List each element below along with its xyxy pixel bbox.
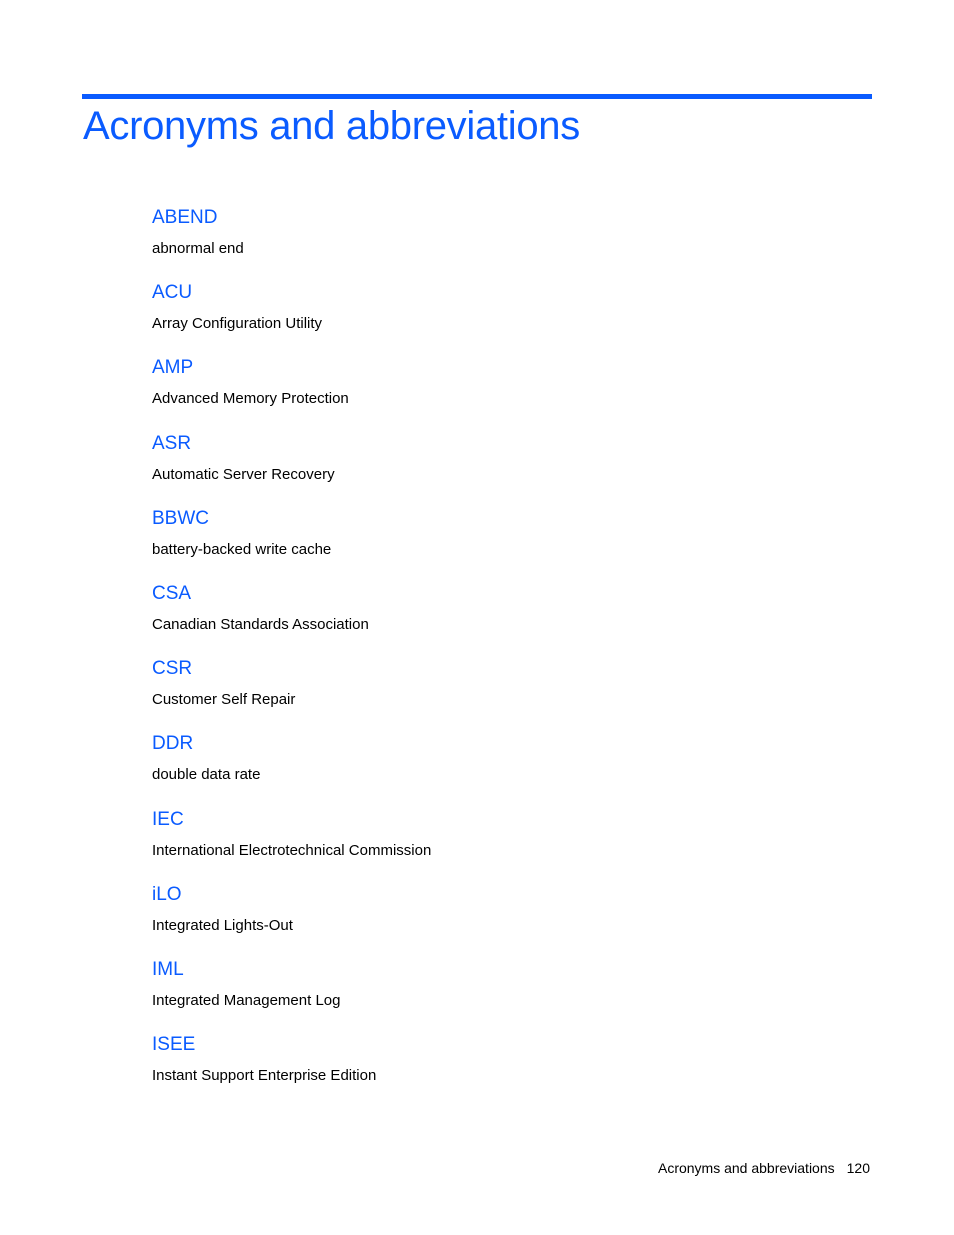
glossary-definition: Advanced Memory Protection <box>152 390 349 408</box>
glossary-entry <box>152 956 852 1031</box>
glossary-term: AMP <box>152 357 194 379</box>
page-footer <box>658 1157 870 1179</box>
glossary-entry <box>152 806 852 881</box>
glossary-definition: battery-backed write cache <box>152 540 332 558</box>
page-title: Acronyms and abbreviations <box>83 104 580 148</box>
glossary-list <box>152 204 852 1106</box>
glossary-definition: International Electrotechnical Commission <box>152 841 432 859</box>
glossary-entry <box>152 1031 852 1106</box>
glossary-entry <box>152 730 852 805</box>
glossary-definition: Integrated Lights-Out <box>152 916 293 934</box>
glossary-entry <box>152 505 852 580</box>
page-number: 120 <box>846 1160 870 1176</box>
glossary-definition: double data rate <box>152 766 261 784</box>
glossary-definition: Integrated Management Log <box>152 991 341 1009</box>
glossary-definition: Array Configuration Utility <box>152 315 323 333</box>
glossary-term: CSR <box>152 658 193 680</box>
glossary-entry <box>152 204 852 279</box>
glossary-term: IML <box>152 958 184 980</box>
glossary-term: ASR <box>152 432 192 454</box>
glossary-term: ABEND <box>152 207 218 228</box>
glossary-entry <box>152 354 852 429</box>
glossary-entry <box>152 881 852 956</box>
glossary-term: BBWC <box>152 507 209 529</box>
glossary-term: iLO <box>152 883 182 905</box>
glossary-definition: Instant Support Enterprise Edition <box>152 1067 377 1085</box>
glossary-term: ACU <box>152 282 193 304</box>
glossary-entry <box>152 430 852 505</box>
glossary-term: ISEE <box>152 1034 196 1056</box>
glossary-entry <box>152 580 852 655</box>
glossary-entry <box>152 279 852 354</box>
glossary-term: CSA <box>152 582 192 604</box>
title-rule <box>82 94 872 99</box>
glossary-term: DDR <box>152 733 194 755</box>
glossary-definition: Customer Self Repair <box>152 691 296 709</box>
footer-section-title: Acronyms and abbreviations <box>657 1160 835 1176</box>
glossary-definition: Canadian Standards Association <box>152 615 369 633</box>
glossary-term: IEC <box>152 808 184 830</box>
glossary-definition: abnormal end <box>152 240 244 257</box>
glossary-entry <box>152 655 852 730</box>
glossary-definition: Automatic Server Recovery <box>152 465 335 483</box>
